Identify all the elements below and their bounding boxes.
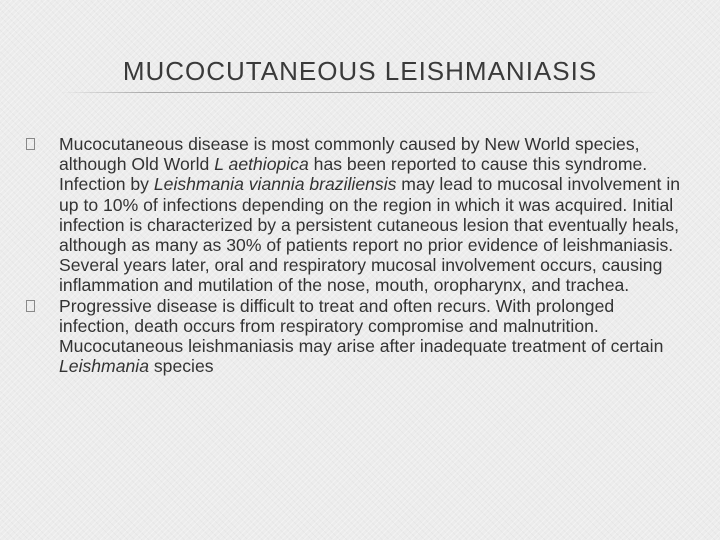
bullet-text xyxy=(59,296,663,377)
square-bullet-icon xyxy=(26,300,35,312)
species-name: Leishmania xyxy=(59,356,149,377)
bullet-item xyxy=(26,134,686,296)
slide-title: MUCOCUTANEOUS LEISHMANIASIS xyxy=(122,56,598,86)
species-name: L aethiopica xyxy=(214,154,309,175)
square-bullet-icon xyxy=(26,138,35,150)
species-name: Leishmania viannia braziliensis xyxy=(153,174,397,195)
bullet-text xyxy=(59,134,680,295)
bullet-item xyxy=(26,296,686,377)
text-segment: species xyxy=(148,356,214,377)
text-segment: has been reported to cause this syndrome. Infection by xyxy=(59,154,648,195)
title-divider xyxy=(60,92,660,93)
text-segment: Mucocutaneous disease is most commonly caused by New World species, although Old World xyxy=(59,134,640,175)
text-segment: Progressive disease is difficult to treat and often recurs. With prolonged infection, death occurs from respiratory compromise and malnutrition. Mucocutaneous leishmaniasis may arise after inadequate treatment of certain xyxy=(59,295,664,357)
text-segment: may lead to mucosal involvement in up to 10% of infections depending on the region in which it was acquired. Initial infection is characterized by a persistent cutaneous lesion that eventually heals, although as many as 30% of patients report no prior evidence of leishmaniasis. Several years later, oral and respiratory mucosal involvement occurs, causing inflammation and mutilation of the nose, mouth, oropharynx, and trachea. xyxy=(59,174,681,296)
bullet-list xyxy=(26,134,686,376)
